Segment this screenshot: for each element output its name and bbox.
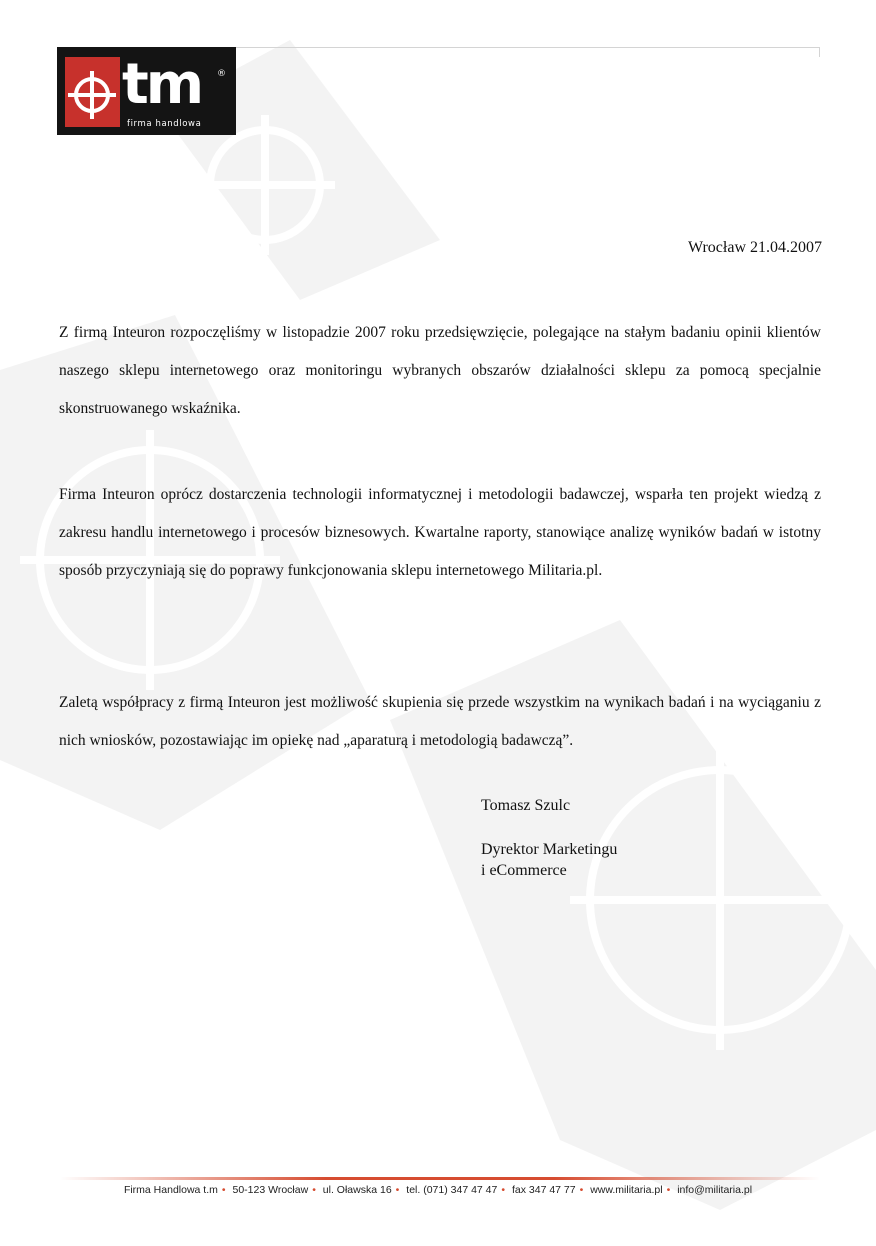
signature-title-line-1: Dyrektor Marketingu — [481, 841, 618, 858]
letter-paragraph-1: Z firmą Inteuron rozpoczęliśmy w listopadzie 2007 roku przedsięwzięcie, polegające na stałym badaniu opinii klientów naszego sklepu internetowego oraz monitoringu wybranych obszarów działalności sklepu za pomocą specjalnie skonstruowanego wskaźnika. — [59, 324, 821, 417]
signature-title-line-2: i eCommerce — [481, 862, 567, 879]
footer-fax: fax 347 47 77 — [511, 1184, 576, 1196]
footer-street: ul. Oławska 16 — [322, 1184, 392, 1196]
footer-postcode: 50-123 Wrocław — [232, 1184, 309, 1196]
footer-phone: tel. (071) 347 47 47 — [406, 1184, 498, 1196]
logo-red-block — [65, 57, 120, 127]
logo-subtitle: firma handlowa — [127, 119, 202, 129]
footer-bullet: • — [395, 1184, 400, 1196]
logo-registered-mark: ® — [217, 69, 226, 79]
header-rule-end — [819, 47, 820, 57]
footer-company: Firma Handlowa t.m — [123, 1184, 218, 1196]
header-rule — [236, 47, 820, 48]
letter-paragraph-3: Zaletą współpracy z firmą Inteuron jest możliwość skupienia się przede wszystkim na wynikach badań i na wyciąganiu z nich wniosków, pozostawiając im opiekę nad „aparaturą i metodologią badawczą”. — [59, 694, 821, 749]
footer-bullet: • — [666, 1184, 671, 1196]
footer-bullet: • — [501, 1184, 506, 1196]
footer-bullet: • — [312, 1184, 316, 1196]
company-logo — [57, 47, 236, 135]
footer-accent-line — [60, 1177, 820, 1180]
signature-title — [481, 839, 617, 881]
footer-bullet: • — [579, 1184, 584, 1196]
logo-wordmark: tm — [122, 52, 202, 117]
footer-contact-bar — [0, 1184, 876, 1196]
footer-email-link[interactable]: info@militaria.pl — [677, 1184, 753, 1196]
footer-bullet: • — [221, 1184, 226, 1196]
signature-name: Tomasz Szulc — [481, 797, 571, 814]
letter-paragraph-2: Firma Inteuron oprócz dostarczenia technologii informatycznej i metodologii badawczej, wsparła ten projekt wiedzą z zakresu handlu internetowego i procesów biznesowych. Kwartalne raporty, stanowiące analizę wyników badań w istotny sposób przyczyniają się do poprawy funkcjonowania sklepu internetowego Militaria.pl. — [59, 486, 821, 579]
footer-website-link[interactable]: www.militaria.pl — [590, 1184, 663, 1196]
letter-date: Wrocław 21.04.2007 — [688, 239, 822, 256]
crosshair-icon — [65, 57, 120, 127]
